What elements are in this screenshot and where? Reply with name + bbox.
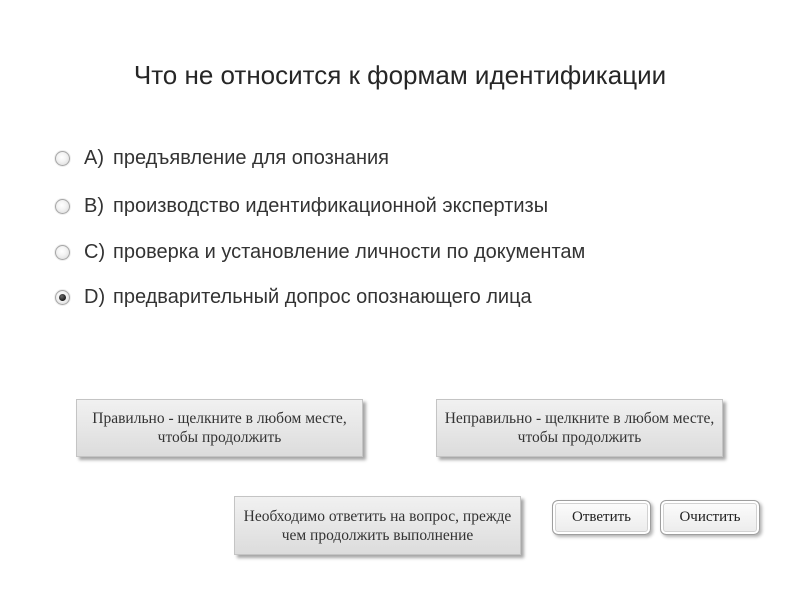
option-letter: D): [84, 285, 106, 308]
radio-button-c[interactable]: [55, 245, 70, 260]
option-letter: C): [84, 240, 106, 263]
option-text: производство идентификационной экспертизы: [113, 194, 549, 217]
option-text: предварительный допрос опознающего лица: [113, 285, 532, 308]
incorrect-feedback-box: [436, 399, 723, 457]
radio-button-a[interactable]: [55, 151, 70, 166]
incomplete-feedback-box: [234, 496, 521, 555]
option-c[interactable]: [55, 238, 585, 266]
radio-button-b[interactable]: [55, 199, 70, 214]
question-title: Что не относится к формам идентификации: [133, 60, 667, 90]
option-letter: A): [84, 146, 104, 169]
option-b[interactable]: [55, 192, 548, 220]
option-a[interactable]: [55, 144, 389, 172]
option-letter: B): [84, 194, 104, 217]
radio-button-d[interactable]: [55, 290, 70, 305]
submit-button[interactable]: Ответить: [552, 500, 651, 535]
incorrect-feedback-text: Неправильно - щелкните в любом месте, чтобы продолжить: [444, 410, 715, 446]
incomplete-feedback-text: Необходимо ответить на вопрос, прежде чем продолжить выполнение: [243, 507, 512, 544]
option-d[interactable]: [55, 283, 532, 311]
correct-feedback-box: [76, 399, 363, 457]
correct-feedback-text: Правильно - щелкните в любом месте, чтобы продолжить: [92, 410, 347, 446]
option-text: проверка и установление личности по документам: [113, 240, 586, 263]
clear-button[interactable]: Очистить: [660, 500, 760, 535]
option-text: предъявление для опознания: [113, 146, 390, 169]
